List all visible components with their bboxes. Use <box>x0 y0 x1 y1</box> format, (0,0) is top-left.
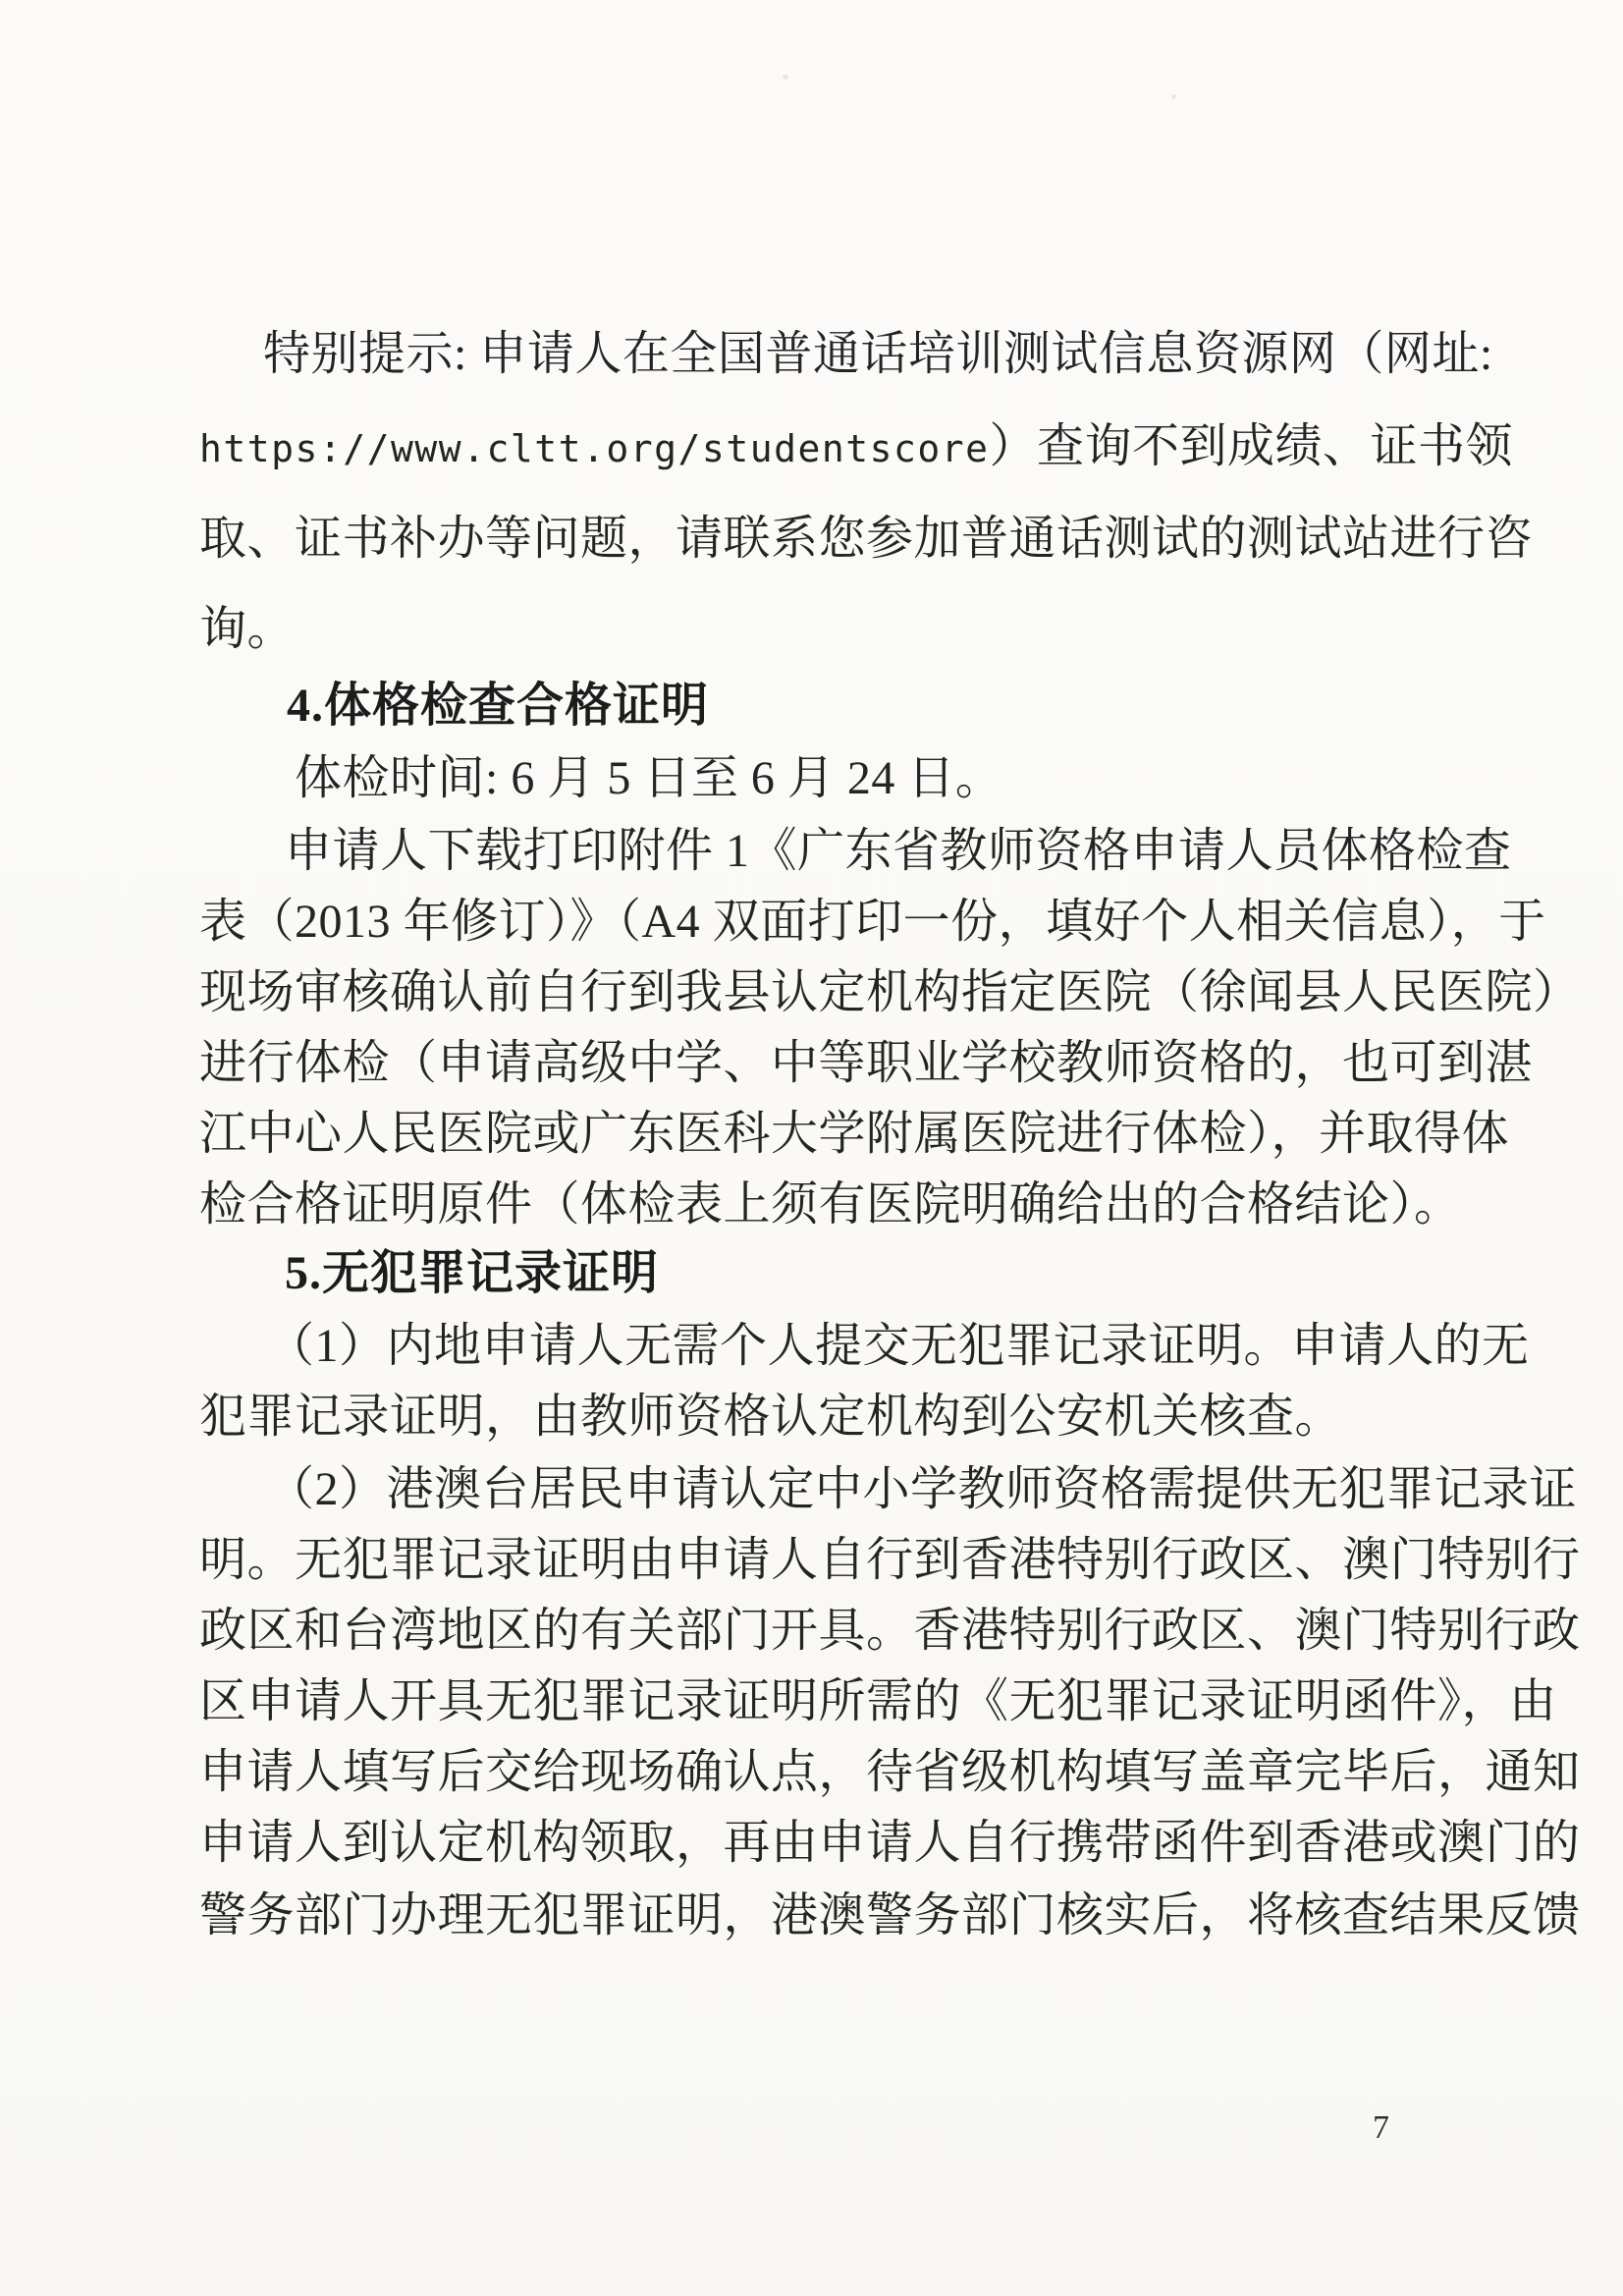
text-line: 区申请人开具无犯罪记录证明所需的《无犯罪记录证明函件》，由 <box>199 1675 1557 1727</box>
page-number: 7 <box>1373 2109 1389 2146</box>
text-line: 进行体检（申请高级中学、中等职业学校教师资格的，也可到湛 <box>199 1037 1534 1089</box>
text-line: 申请人到认定机构领取，再由申请人自行携带函件到香港或澳门的 <box>199 1817 1581 1869</box>
scan-speck <box>783 75 788 80</box>
text-line: 江中心人民医院或广东医科大学附属医院进行体检），并取得体 <box>199 1108 1510 1160</box>
section-heading-4: 4.体格检查合格证明 <box>287 680 710 732</box>
text-line: 警务部门办理无犯罪证明，港澳警务部门核实后，将核查结果反馈 <box>199 1889 1581 1941</box>
text-line: 体检时间: 6 月 5 日至 6 月 24 日。 <box>295 752 1003 804</box>
text-line: 询。 <box>199 603 296 655</box>
scan-speck <box>1171 94 1176 99</box>
text-line: （2）港澳台居民申请认定中小学教师资格需提供无犯罪记录证 <box>267 1463 1578 1515</box>
text-line: 申请人下载打印附件 1《广东省教师资格申请人员体格检查 <box>285 825 1512 877</box>
text-line: 明。无犯罪记录证明由申请人自行到香港特别行政区、澳门特别行 <box>199 1534 1581 1586</box>
text-line: 取、证书补办等问题，请联系您参加普通话测试的测试站进行咨 <box>199 513 1534 565</box>
text-line: 检合格证明原件（体检表上须有医院明确给出的合格结论）。 <box>199 1178 1462 1230</box>
text-line: 特别提示: 申请人在全国普通话培训测试信息资源网（网址: <box>263 328 1493 380</box>
text-line: 申请人填写后交给现场确认点，待省级机构填写盖章完毕后，通知 <box>199 1746 1581 1798</box>
section-heading-5: 5.无犯罪记录证明 <box>285 1247 660 1299</box>
url-text: https://www.cltt.org/studentscore <box>199 427 990 470</box>
text-line: 政区和台湾地区的有关部门开具。香港特别行政区、澳门特别行政 <box>199 1605 1581 1657</box>
text-line: 现场审核确认前自行到我县认定机构指定医院（徐闻县人民医院） <box>199 966 1581 1018</box>
line-text: ）查询不到成绩、证书领 <box>989 420 1513 472</box>
text-line <box>199 416 1513 479</box>
text-line: 犯罪记录证明，由教师资格认定机构到公安机关核查。 <box>199 1391 1343 1443</box>
text-line: （1）内地申请人无需个人提交无犯罪记录证明。申请人的无 <box>267 1320 1530 1372</box>
text-line: 表（2013 年修订）》（A4 双面打印一份，填好个人相关信息），于 <box>199 896 1546 948</box>
